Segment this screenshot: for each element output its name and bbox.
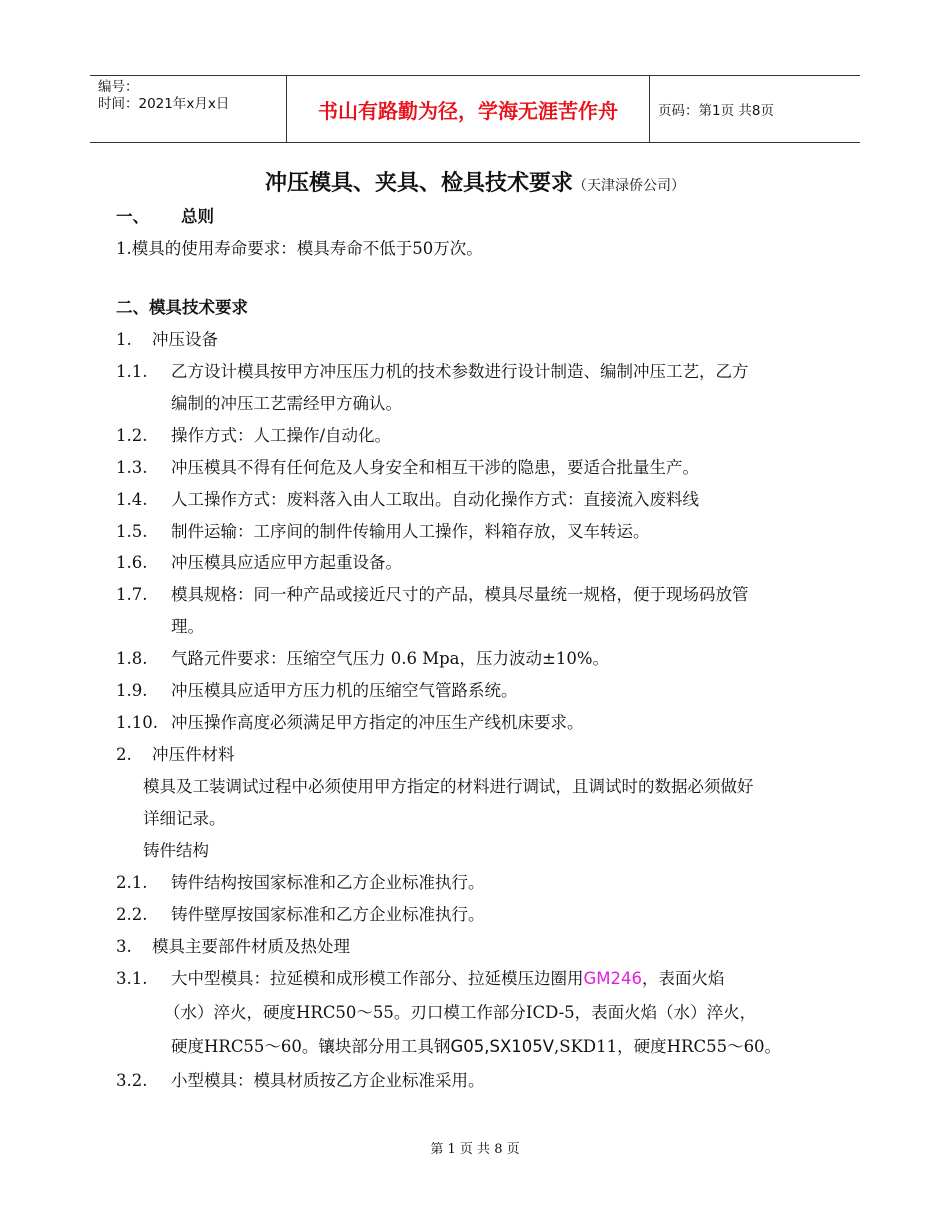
item-3-1-line-a (171, 969, 725, 989)
item-3-1-a-post: ，表面火焰 (642, 969, 725, 988)
section-1-heading: 总则 (181, 207, 214, 226)
subsection-1-heading: 冲压设备 (152, 330, 218, 349)
section-1-number: 一、 (116, 207, 149, 226)
item-1-1-line-a: 乙方设计模具按甲方冲压压力机的技术参数进行设计制造、编制冲压工艺，乙方 (171, 362, 749, 381)
material-g05-sx105v: G05,SX105V (450, 1037, 555, 1056)
item-1-1-line-b: 编制的冲压工艺需经甲方确认。 (171, 394, 402, 413)
material-gm246: GM246 (583, 969, 643, 988)
subsection-2-body-b: 详细记录。 (143, 809, 226, 828)
page-footer: 第 1 页 共 8 页 (430, 1142, 520, 1157)
item-1-10-number: 1.10. (116, 713, 158, 732)
item-1-2-text: 操作方式：人工操作/自动化。 (171, 426, 392, 445)
item-1-3-text: 冲压模具不得有任何危及人身安全和相互干涉的隐患，要适合批量生产。 (171, 458, 699, 477)
item-2-1-text: 铸件结构按国家标准和乙方企业标准执行。 (171, 873, 485, 892)
subsection-3-number: 3. (116, 937, 132, 956)
item-1-4-text: 人工操作方式：废料落入由人工取出。自动化操作方式：直接流入废料线 (171, 490, 699, 509)
item-1-10-text: 冲压操作高度必须满足甲方指定的冲压生产线机床要求。 (171, 713, 584, 732)
item-3-1-c-pre: 硬度HRC55～60。镶块部分用工具钢 (171, 1037, 451, 1056)
item-1-5-number: 1.5. (116, 522, 148, 541)
item-1-9-text: 冲压模具应适甲方压力机的压缩空气管路系统。 (171, 681, 518, 700)
section-1-item-1: 1.模具的使用寿命要求：模具寿命不低于50万次。 (116, 239, 483, 258)
item-1-4-number: 1.4. (116, 490, 148, 509)
doc-number-label: 编号： (98, 79, 139, 95)
item-3-1-number: 3.1. (116, 969, 148, 988)
item-1-8-number: 1.8. (116, 649, 148, 668)
item-1-9-number: 1.9. (116, 681, 148, 700)
subsection-2-heading: 冲压件材料 (152, 745, 235, 764)
item-2-1-number: 2.1. (116, 873, 148, 892)
subsection-2-number: 2. (116, 745, 132, 764)
item-2-2-text: 铸件壁厚按国家标准和乙方企业标准执行。 (171, 905, 485, 924)
item-1-5-text: 制件运输：工序间的制件传输用人工操作，料箱存放，叉车转运。 (171, 522, 650, 541)
header-table (90, 75, 860, 143)
section-2-heading: 二、模具技术要求 (116, 298, 248, 317)
header-page-label: 页码：第1页 共8页 (658, 103, 774, 119)
title-main: 冲压模具、夹具、检具技术要求 (264, 171, 573, 196)
item-3-1-line-b: （水）淬火，硬度HRC50～55。刃口模工作部分ICD-5，表面火焰（水）淬火， (164, 1003, 757, 1022)
item-3-2-number: 3.2. (116, 1071, 148, 1090)
item-2-2-number: 2.2. (116, 905, 148, 924)
title-company: （天津渌侨公司） (573, 178, 685, 194)
subsection-3-heading: 模具主要部件材质及热处理 (152, 937, 350, 956)
item-1-1-number: 1.1. (116, 362, 148, 381)
header-meta-cell (90, 76, 286, 142)
item-1-6-number: 1.6. (116, 553, 148, 572)
item-1-7-line-a: 模具规格：同一种产品或接近尺寸的产品，模具尽量统一规格，便于现场码放管 (171, 585, 749, 604)
document-title (0, 166, 950, 197)
item-1-3-number: 1.3. (116, 458, 148, 477)
item-1-7-number: 1.7. (116, 585, 148, 604)
item-1-8-text: 气路元件要求：压缩空气压力 0.6 Mpa，压力波动±10%。 (171, 649, 610, 668)
item-3-1-line-c (171, 1037, 781, 1057)
header-motto: 书山有路勤为径，学海无涯苦作舟 (286, 76, 650, 142)
item-1-7-line-b: 理。 (171, 617, 204, 636)
subsection-2-body-a: 模具及工装调试过程中必须使用甲方指定的材料进行调试，且调试时的数据必须做好 (143, 777, 754, 796)
item-1-6-text: 冲压模具应适应甲方起重设备。 (171, 553, 402, 572)
item-3-2-text: 小型模具：模具材质按乙方企业标准采用。 (171, 1071, 485, 1090)
casting-heading: 铸件结构 (143, 841, 209, 860)
item-3-1-c-post: ,SKD11，硬度HRC55～60。 (554, 1037, 782, 1056)
item-1-2-number: 1.2. (116, 426, 148, 445)
doc-time-label: 时间：2021年x月x日 (98, 96, 230, 112)
subsection-1-number: 1. (116, 330, 132, 349)
item-3-1-a-pre: 大中型模具：拉延模和成形模工作部分、拉延模压边圈用 (171, 969, 584, 988)
